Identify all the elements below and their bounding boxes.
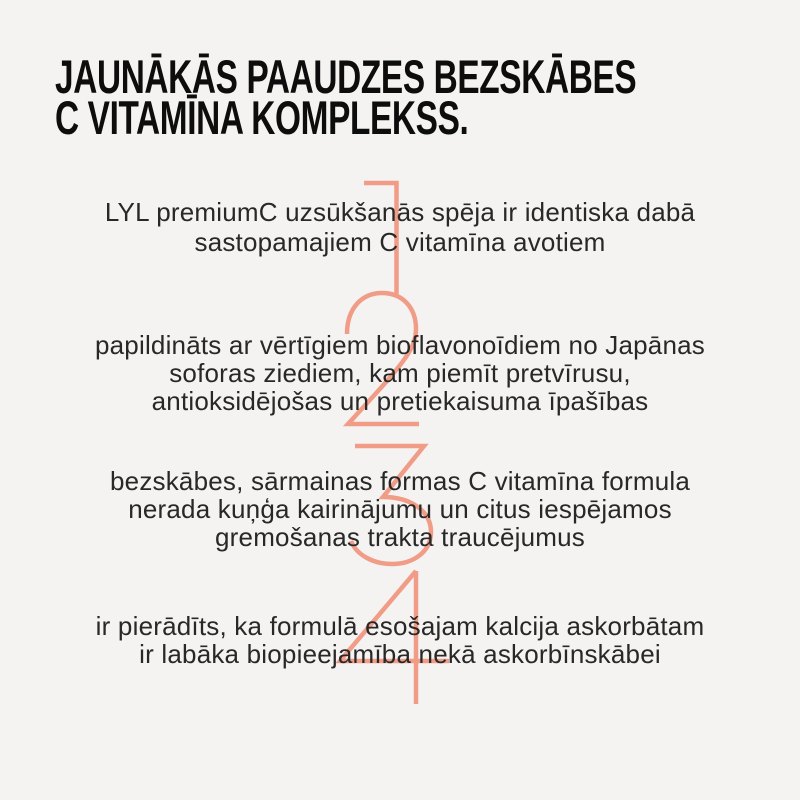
point-2-text — [20, 331, 780, 415]
point-2-line-3: antioksidējošas un pretiekaisuma īpašības — [151, 386, 649, 416]
point-3-line-2: nerada kuņģa kairinājumu un citus iespējamos — [128, 494, 672, 524]
point-4-text — [20, 612, 780, 668]
point-1-text — [20, 197, 780, 257]
point-4-line-2: ir labāka biopieejamība nekā askorbīnskābei — [139, 639, 661, 669]
point-2-line-1: papildināts ar vērtīgiem bioflavonoīdiem no Japānas — [94, 330, 705, 360]
point-4-line-1: ir pierādīts, ka formulā esošajam kalcija askorbātam — [95, 611, 705, 641]
page-title-line-2: C VITAMĪNA KOMPLEKSS. — [55, 91, 469, 144]
point-2-line-2: soforas ziediem, kam piemīt pretvīrusu, — [169, 358, 631, 388]
point-1-line-1: LYL premiumC uzsūkšanās spēja ir identiska dabā — [104, 197, 696, 227]
point-1-line-2: sastopamajiem C vitamīna avotiem — [194, 227, 606, 257]
page-title-line-1: JAUNĀKĀS PAAUDZES BEZSKĀBES — [55, 50, 637, 103]
point-3-text — [20, 467, 780, 551]
point-3-line-1: bezskābes, sārmainas formas C vitamīna formula — [110, 466, 690, 496]
point-3-line-3: gremošanas trakta traucējumus — [215, 522, 585, 552]
